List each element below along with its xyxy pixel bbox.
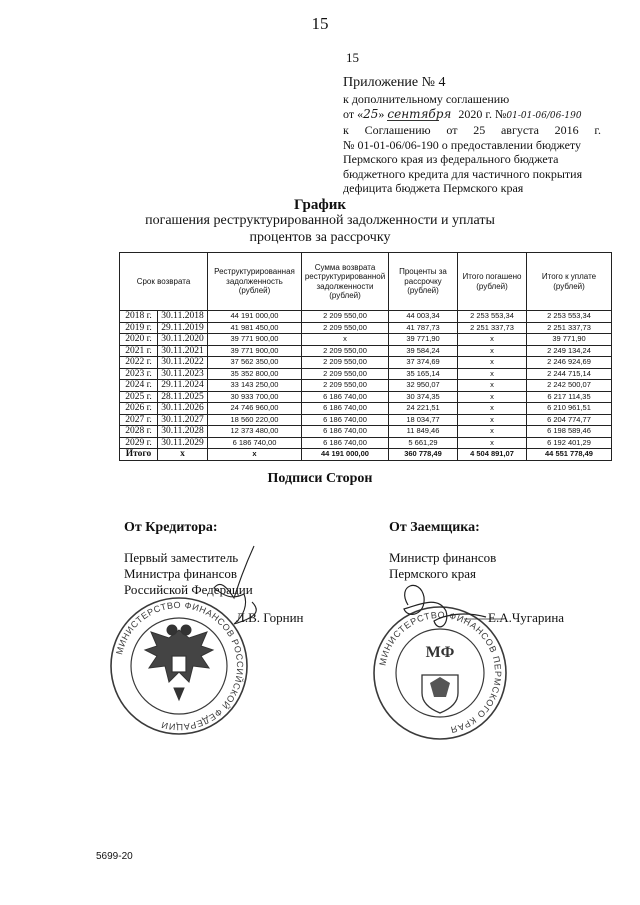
table-cell: 2 209 550,00 — [302, 345, 389, 357]
table-cell: 2 251 337,73 — [527, 322, 612, 334]
handwritten-day: 25 — [363, 106, 379, 121]
table-cell: 41 981 450,00 — [208, 322, 302, 334]
table-cell: 30.11.2027 — [158, 414, 208, 426]
table-cell: 2021 г. — [120, 345, 158, 357]
borrower-label: От Заемщика: — [389, 520, 480, 535]
table-cell: 2023 г. — [120, 368, 158, 380]
table-cell: 2 246 924,69 — [527, 357, 612, 369]
creditor-position: Первый заместитель Министра финансов Российской Федерации — [124, 550, 253, 597]
table-cell: 30 933 700,00 — [208, 391, 302, 403]
table-cell: 2 209 550,00 — [302, 368, 389, 380]
table-row — [120, 437, 612, 449]
table-cell: 5 661,29 — [389, 437, 458, 449]
table-total-cell: 44 551 778,49 — [527, 449, 612, 461]
table-row — [120, 368, 612, 380]
table-cell: 29.11.2019 — [158, 322, 208, 334]
table-row — [120, 334, 612, 346]
table-total-cell: x — [208, 449, 302, 461]
table-cell: 30.11.2023 — [158, 368, 208, 380]
table-cell: 6 210 961,51 — [527, 403, 612, 415]
document-heading: График — [293, 197, 347, 213]
table-cell: 2018 г. — [120, 311, 158, 323]
col-header-total-repaid: Итого погашено (рублей) — [458, 253, 527, 311]
annex-block — [343, 74, 601, 196]
creditor-stamp-text: МИНИСТЕРСТВО ФИНАНСОВ РОССИЙСКОЙ ФЕДЕРАЦИИ — [114, 599, 246, 733]
col-header-repayment-amount: Сумма возврата реструктурированной задолженности (рублей) — [302, 253, 389, 311]
table-cell: 6 204 774,77 — [527, 414, 612, 426]
table-cell: 2029 г. — [120, 437, 158, 449]
col-header-restructured-debt: Реструктурированная задолженность (рублей) — [208, 253, 302, 311]
borrower-stamp-and-signature — [368, 575, 508, 750]
table-cell: 11 849,46 — [389, 426, 458, 438]
repayment-schedule-table — [119, 252, 612, 461]
table-row — [120, 414, 612, 426]
table-cell: 2 209 550,00 — [302, 380, 389, 392]
table-cell: 2 251 337,73 — [458, 322, 527, 334]
table-cell: 6 192 401,29 — [527, 437, 612, 449]
table-cell: 39 771,90 — [527, 334, 612, 346]
creditor-name: Л.В. Горнин — [236, 610, 304, 625]
table-cell: x — [458, 380, 527, 392]
document-subtitle: погашения реструктурированной задолженности и уплаты процентов за рассрочку — [145, 213, 495, 245]
table-cell: 18 034,77 — [389, 414, 458, 426]
table-cell: 12 373 480,00 — [208, 426, 302, 438]
table-cell: 2 253 553,34 — [458, 311, 527, 323]
table-cell: 6 186 740,00 — [208, 437, 302, 449]
annex-line7: дефицита бюджета Пермского края — [343, 181, 524, 195]
handwritten-number: 01-01-06/06-190 — [506, 110, 582, 121]
table-row — [120, 322, 612, 334]
annex-line1: к дополнительному соглашению — [343, 92, 510, 106]
table-cell: x — [458, 368, 527, 380]
table-cell: 29.11.2024 — [158, 380, 208, 392]
eagle-emblem-icon — [145, 625, 213, 700]
table-cell: 30.11.2029 — [158, 437, 208, 449]
table-cell: 2 209 550,00 — [302, 311, 389, 323]
table-row — [120, 391, 612, 403]
table-total-cell: x — [158, 449, 208, 461]
borrower-stamp-text: МИНИСТЕРСТВО ФИНАНСОВ ПЕРМСКОГО КРАЯ — [377, 609, 504, 736]
table-row — [120, 357, 612, 369]
table-row — [120, 345, 612, 357]
table-row — [120, 426, 612, 438]
table-cell: 2025 г. — [120, 391, 158, 403]
table-cell: 39 771,90 — [389, 334, 458, 346]
annex-line6: бюджетного кредита для частичного покрытия — [343, 166, 583, 181]
borrower-name: Е.А.Чугарина — [488, 610, 565, 625]
table-cell: 6 186 740,00 — [302, 391, 389, 403]
table-cell: 30.11.2028 — [158, 426, 208, 438]
table-row — [120, 311, 612, 323]
table-row — [120, 380, 612, 392]
handwritten-month: сентября — [387, 106, 452, 121]
table-cell: 24 746 960,00 — [208, 403, 302, 415]
table-cell: 32 950,07 — [389, 380, 458, 392]
table-cell: 2 242 500,07 — [527, 380, 612, 392]
table-cell: 2019 г. — [120, 322, 158, 334]
table-cell: x — [458, 357, 527, 369]
table-cell: 41 787,73 — [389, 322, 458, 334]
col-header-interest: Проценты за рассрочку (рублей) — [389, 253, 458, 311]
table-cell: x — [458, 403, 527, 415]
table-cell: 2 209 550,00 — [302, 322, 389, 334]
table-cell: x — [458, 426, 527, 438]
table-cell: 35 352 800,00 — [208, 368, 302, 380]
table-cell: 6 186 740,00 — [302, 403, 389, 415]
table-cell: x — [458, 414, 527, 426]
page-number: 15 — [311, 14, 329, 33]
table-cell: 2 209 550,00 — [302, 357, 389, 369]
table-cell: x — [458, 334, 527, 346]
table-cell: 28.11.2025 — [158, 391, 208, 403]
borrower-position: Министр финансов Пермского края — [389, 550, 497, 581]
table-cell: 18 560 220,00 — [208, 414, 302, 426]
annex-line2: от «25» сентября 2020 г. №01-01-06/06-190 — [343, 106, 582, 121]
table-cell: 2 249 134,24 — [527, 345, 612, 357]
table-cell: 6 217 114,35 — [527, 391, 612, 403]
table-cell: 39 584,24 — [389, 345, 458, 357]
table-cell: 6 186 740,00 — [302, 426, 389, 438]
table-total-cell: 4 504 891,07 — [458, 449, 527, 461]
table-cell: 44 003,34 — [389, 311, 458, 323]
signatures-heading: Подписи Сторон — [267, 471, 373, 486]
table-cell: 2022 г. — [120, 357, 158, 369]
table-total-cell: Итого — [120, 449, 158, 461]
table-cell: 30.11.2018 — [158, 311, 208, 323]
table-cell: x — [458, 391, 527, 403]
table-body — [120, 311, 612, 461]
table-cell: x — [302, 334, 389, 346]
table-cell: 30.11.2021 — [158, 345, 208, 357]
table-header-row — [120, 253, 612, 311]
table-cell: 2020 г. — [120, 334, 158, 346]
table-total-row — [120, 449, 612, 461]
table-cell: x — [458, 437, 527, 449]
borrower-stamp-center: МФ — [425, 644, 455, 661]
table-cell: 30.11.2020 — [158, 334, 208, 346]
table-cell: 24 221,51 — [389, 403, 458, 415]
table-cell: 6 186 740,00 — [302, 414, 389, 426]
table-cell: 39 771 900,00 — [208, 345, 302, 357]
annex-line4: № 01-01-06/06-190 о предоставлении бюджету — [343, 137, 582, 152]
table-total-cell: 360 778,49 — [389, 449, 458, 461]
table-cell: 30.11.2022 — [158, 357, 208, 369]
table-row — [120, 403, 612, 415]
table-cell: 2 244 715,14 — [527, 368, 612, 380]
table-cell: 39 771 900,00 — [208, 334, 302, 346]
table-cell: 30.11.2026 — [158, 403, 208, 415]
footer-code: 5699-20 — [96, 851, 133, 862]
table-cell: 37 374,69 — [389, 357, 458, 369]
table-cell: 2027 г. — [120, 414, 158, 426]
table-cell: 37 562 350,00 — [208, 357, 302, 369]
table-cell: 2026 г. — [120, 403, 158, 415]
table-cell: 30 374,35 — [389, 391, 458, 403]
table-cell: 2024 г. — [120, 380, 158, 392]
table-cell: 2 253 553,34 — [527, 311, 612, 323]
page-number-small: 15 — [346, 50, 359, 65]
annex-line5: Пермского края из федерального бюджета — [343, 152, 559, 166]
table-cell: 6 186 740,00 — [302, 437, 389, 449]
table-cell: 44 191 000,00 — [208, 311, 302, 323]
creditor-stamp-and-signature — [94, 538, 264, 738]
col-header-total-payable: Итого к уплате (рублей) — [527, 253, 612, 311]
table-total-cell: 44 191 000,00 — [302, 449, 389, 461]
table-cell: 2028 г. — [120, 426, 158, 438]
table-cell: 33 143 250,00 — [208, 380, 302, 392]
table-cell: 6 198 589,46 — [527, 426, 612, 438]
annex-line3: к Соглашению от 25 августа 2016 г. — [343, 123, 601, 137]
table-cell: x — [458, 345, 527, 357]
creditor-label: От Кредитора: — [124, 520, 218, 535]
annex-title: Приложение № 4 — [343, 75, 446, 90]
table-cell: 35 165,14 — [389, 368, 458, 380]
col-header-due-date: Срок возврата — [120, 253, 208, 311]
